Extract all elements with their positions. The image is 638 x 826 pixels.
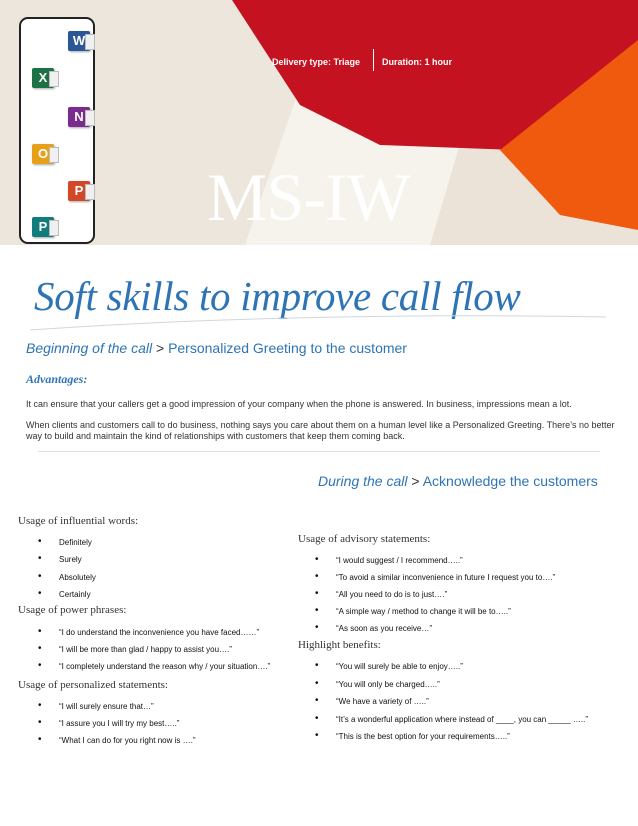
list-item: • “I will surely ensure that…” [38,698,196,715]
power-phrases-title: Usage of power phrases: [18,604,127,616]
list-item: • “I completely understand the reason why / your situation….” [38,658,270,675]
list-item: • “To avoid a similar inconvenience in future I request you to….” [315,569,555,586]
word-icon: W [68,31,90,51]
duration-label: Duration: 1 hour [382,57,452,67]
highlight-benefits-title: Highlight benefits: [298,639,381,651]
advantages-paragraph-1: It can ensure that your callers get a good impression of your company when the phone is answered. In business, impressions mean a lot. [26,399,572,409]
beginning-section-title [26,340,407,356]
beginning-topic: Personalized Greeting to the customer [168,340,407,356]
highlight-benefits-list [315,658,588,746]
powerpoint-icon: P [68,181,90,201]
page-heading: Soft skills to improve call flow [34,273,521,319]
influential-words-title: Usage of influential words: [18,515,139,527]
list-item: • “It’s a wonderful application where instead of ____, you can _____ …..” [315,711,588,729]
list-item: • “You will only be charged…..” [315,676,588,694]
header-banner [0,0,638,245]
list-item: • “What I can do for you right now is ….” [38,732,196,749]
beginning-phase: Beginning of the call [26,340,153,356]
delivery-type-label: Delivery type: Triage [272,57,361,67]
outlook-icon: O [32,144,54,164]
publisher-icon: P [32,217,54,237]
personalized-statements-list [38,698,196,749]
list-item: • Certainly [38,586,96,603]
meta-divider [373,49,374,71]
personalized-statements-title: Usage of personalized statements: [18,679,168,691]
influential-words-list [38,534,96,603]
list-item: • “As soon as you receive…” [315,620,555,637]
during-separator: > [411,473,420,489]
list-item: • Definitely [38,534,96,551]
section-divider [38,451,600,452]
list-item: • “I will be more than glad / happy to assist you….” [38,641,270,658]
during-topic: Acknowledge the customers [422,473,598,489]
list-item: • “I do understand the inconvenience you have faced……” [38,624,270,641]
office-apps-panel [19,17,95,244]
advantages-paragraph-2: When clients and customers call to do business, nothing says you care about them on a human level like a Personalized Greeting. There’s no better way to build and maintain the kind of relationships with customers that keep them coming back. [26,420,615,441]
list-item: • “We have a variety of …..” [315,693,588,711]
heading-underline [28,314,608,334]
list-item: • “All you need to do is to just….” [315,586,555,603]
list-item: • “I assure you I will try my best…..” [38,715,196,732]
onenote-icon: N [68,107,90,127]
list-item: • Surely [38,551,96,568]
during-phase: During the call [318,473,408,489]
list-item: • “A simple way / method to change it will be to…..” [315,603,555,620]
advisory-statements-list [315,552,555,637]
advisory-statements-title: Usage of advisory statements: [298,533,431,545]
list-item: • “You will surely be able to enjoy…..” [315,658,588,676]
list-item: • “I would suggest / I recommend…..” [315,552,555,569]
beginning-separator: > [155,340,165,356]
banner-title: MS-IW [207,159,410,235]
excel-icon: X [32,68,54,88]
list-item: • “This is the best option for your requirements…..” [315,728,588,746]
power-phrases-list [38,624,270,675]
list-item: • Absolutely [38,569,96,586]
during-section-title [318,473,598,489]
advantages-label: Advantages: [26,372,88,386]
